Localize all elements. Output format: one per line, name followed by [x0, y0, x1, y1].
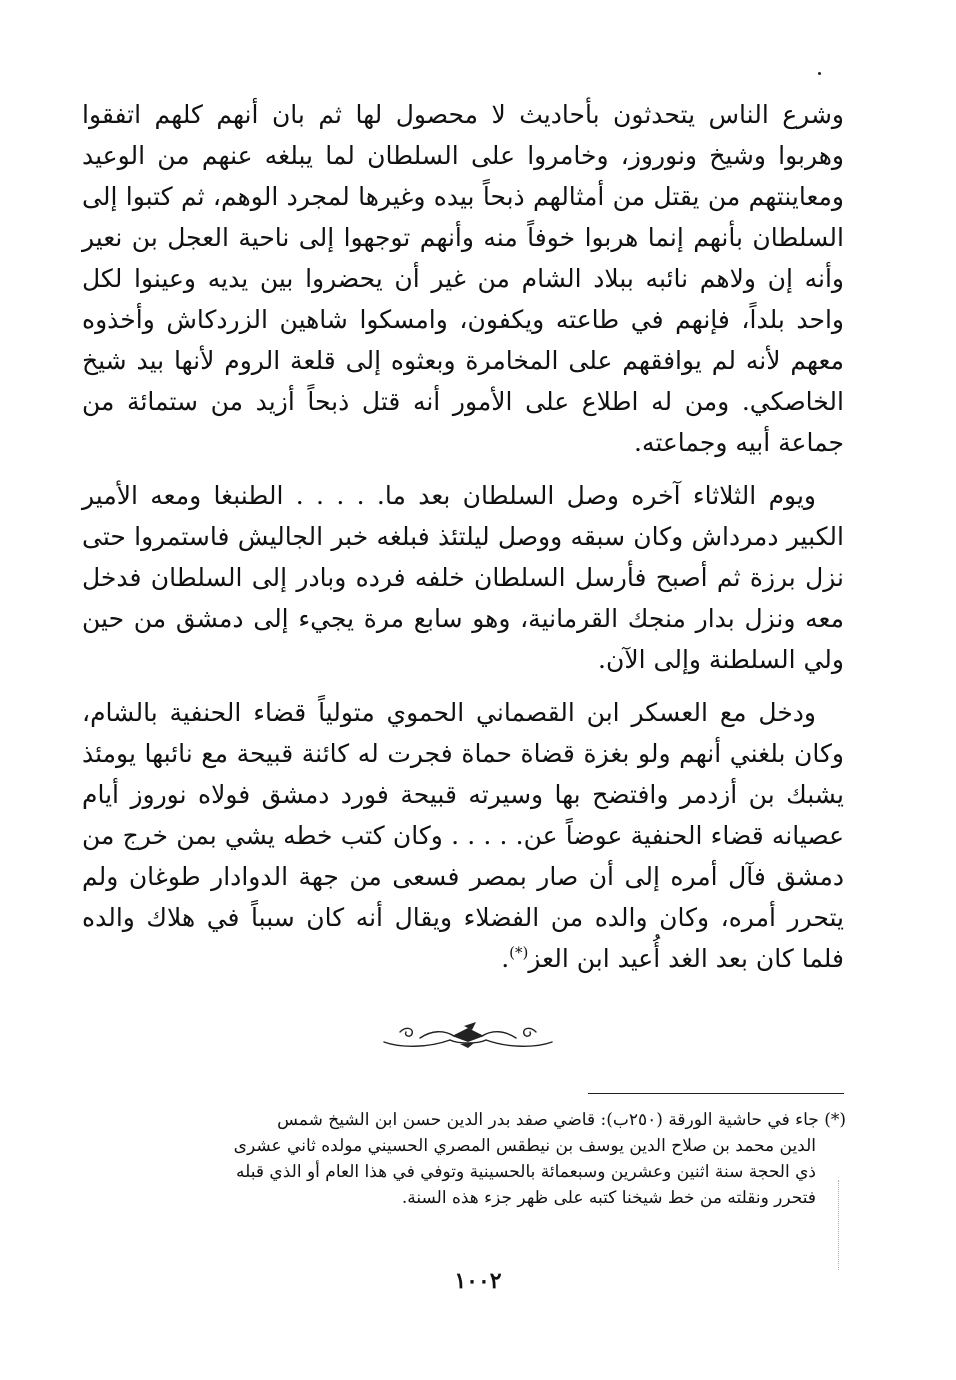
ornament-divider-icon [380, 1018, 556, 1054]
paragraph-3-text: ودخل مع العسكر ابن القصماني الحموي متولياً قضاء الحنفية بالشام، وكان بلغني أنهم ولو بغزة قضاة حماة فجرت له كائنة قبيحة مع نائبها يومئذ يشبك بن أزدمر وافتضح بها وسيرته قبيحة فورد دمشق فولاه نوروز أيام عصيانه قضاء الحنفية عوضاً عن. . . . . وكان كتب خطه يشي بمن خرج من دمشق فآل أمره إلى أن صار بمصر فسعى من جهة الدوادار طوغان ولم يتحرر أمره، وكان والده من الفضلاء ويقال أنه كان سبباً في هلاك والده فلما كان بعد الغد أُعيد ابن العز [82, 698, 844, 973]
footnote-line-2: الدين محمد بن صلاح الدين يوسف بن نيطقس المصري الحسيني مولده ثاني عشرى [233, 1136, 816, 1156]
page-speck [818, 72, 821, 75]
page-number: ١٠٠٢ [454, 1268, 502, 1294]
paragraph-2: ويوم الثلاثاء آخره وصل السلطان بعد ما. . . . . الطنبغا ومعه الأمير الكبير دمرداش وكان سبقه ووصل ليلتئذ فبلغه خبر الجاليش فاستمروا حتى نزل برزة ثم أصبح فأرسل السلطان خلفه فرده وبادر إلى السلطان فدخل معه ونزل بدار منجك القرمانية، وهو سابع مرة يجيء إلى دمشق من حين ولي السلطنة وإلى الآن. [82, 481, 844, 674]
paragraph-3-end: . [501, 944, 510, 973]
footnote [86, 1107, 846, 1211]
footnote-marker: (*) [824, 1110, 846, 1130]
paragraph-3 [82, 692, 844, 979]
footnote-line-3: ذي الحجة سنة اثنين وعشرين وسبعمائة بالحسينية وتوفي في هذا العام أو الذي قبله [236, 1162, 816, 1182]
footnote-line-1-text: جاء في حاشية الورقة (٢٥٠ب): قاضي صفد بدر الدين حسن ابن الشيخ شمس [277, 1110, 819, 1130]
footnote-line-1 [86, 1107, 846, 1133]
footnote-reference: (*) [509, 943, 529, 962]
footnote-separator [588, 1093, 844, 1094]
footnote-line-4: فتحرر ونقلته من خط شيخنا كتبه على ظهر جزء هذه السنة. [401, 1188, 816, 1208]
main-text [82, 94, 844, 991]
paragraph-1: وشرع الناس يتحدثون بأحاديث لا محصول لها ثم بان أنهم كلهم اتفقوا وهربوا وشيخ ونوروز، وخامروا على السلطان لما يبلغه عنهم من الوعيد ومعاينتهم من يقتل من أمثالهم ذبحاً بيده وغيرها لمجرد الوهم، ثم كتبوا إلى السلطان بأنهم إنما هربوا خوفاً منه وأنهم توجهوا إلى ناحية العجل بن نعير وأنه إن ولاهم نائبه ببلاد الشام من غير أن يحضروا بين يديه وعينوا لكل واحد بلداً، فإنهم في طاعته ويكفون، وامسكوا شاهين الزردكاش وأخذوه معهم لأنه لم يوافقهم على المخامرة وبعثوه إلى قلعة الروم لأنها بيد شيخ الخاصكي. ومن له اطلاع على الأمور أنه قتل ذبحاً أزيد من ستمائة من جماعة أبيه وجماعته. [82, 100, 844, 457]
margin-dots [838, 1180, 841, 1270]
